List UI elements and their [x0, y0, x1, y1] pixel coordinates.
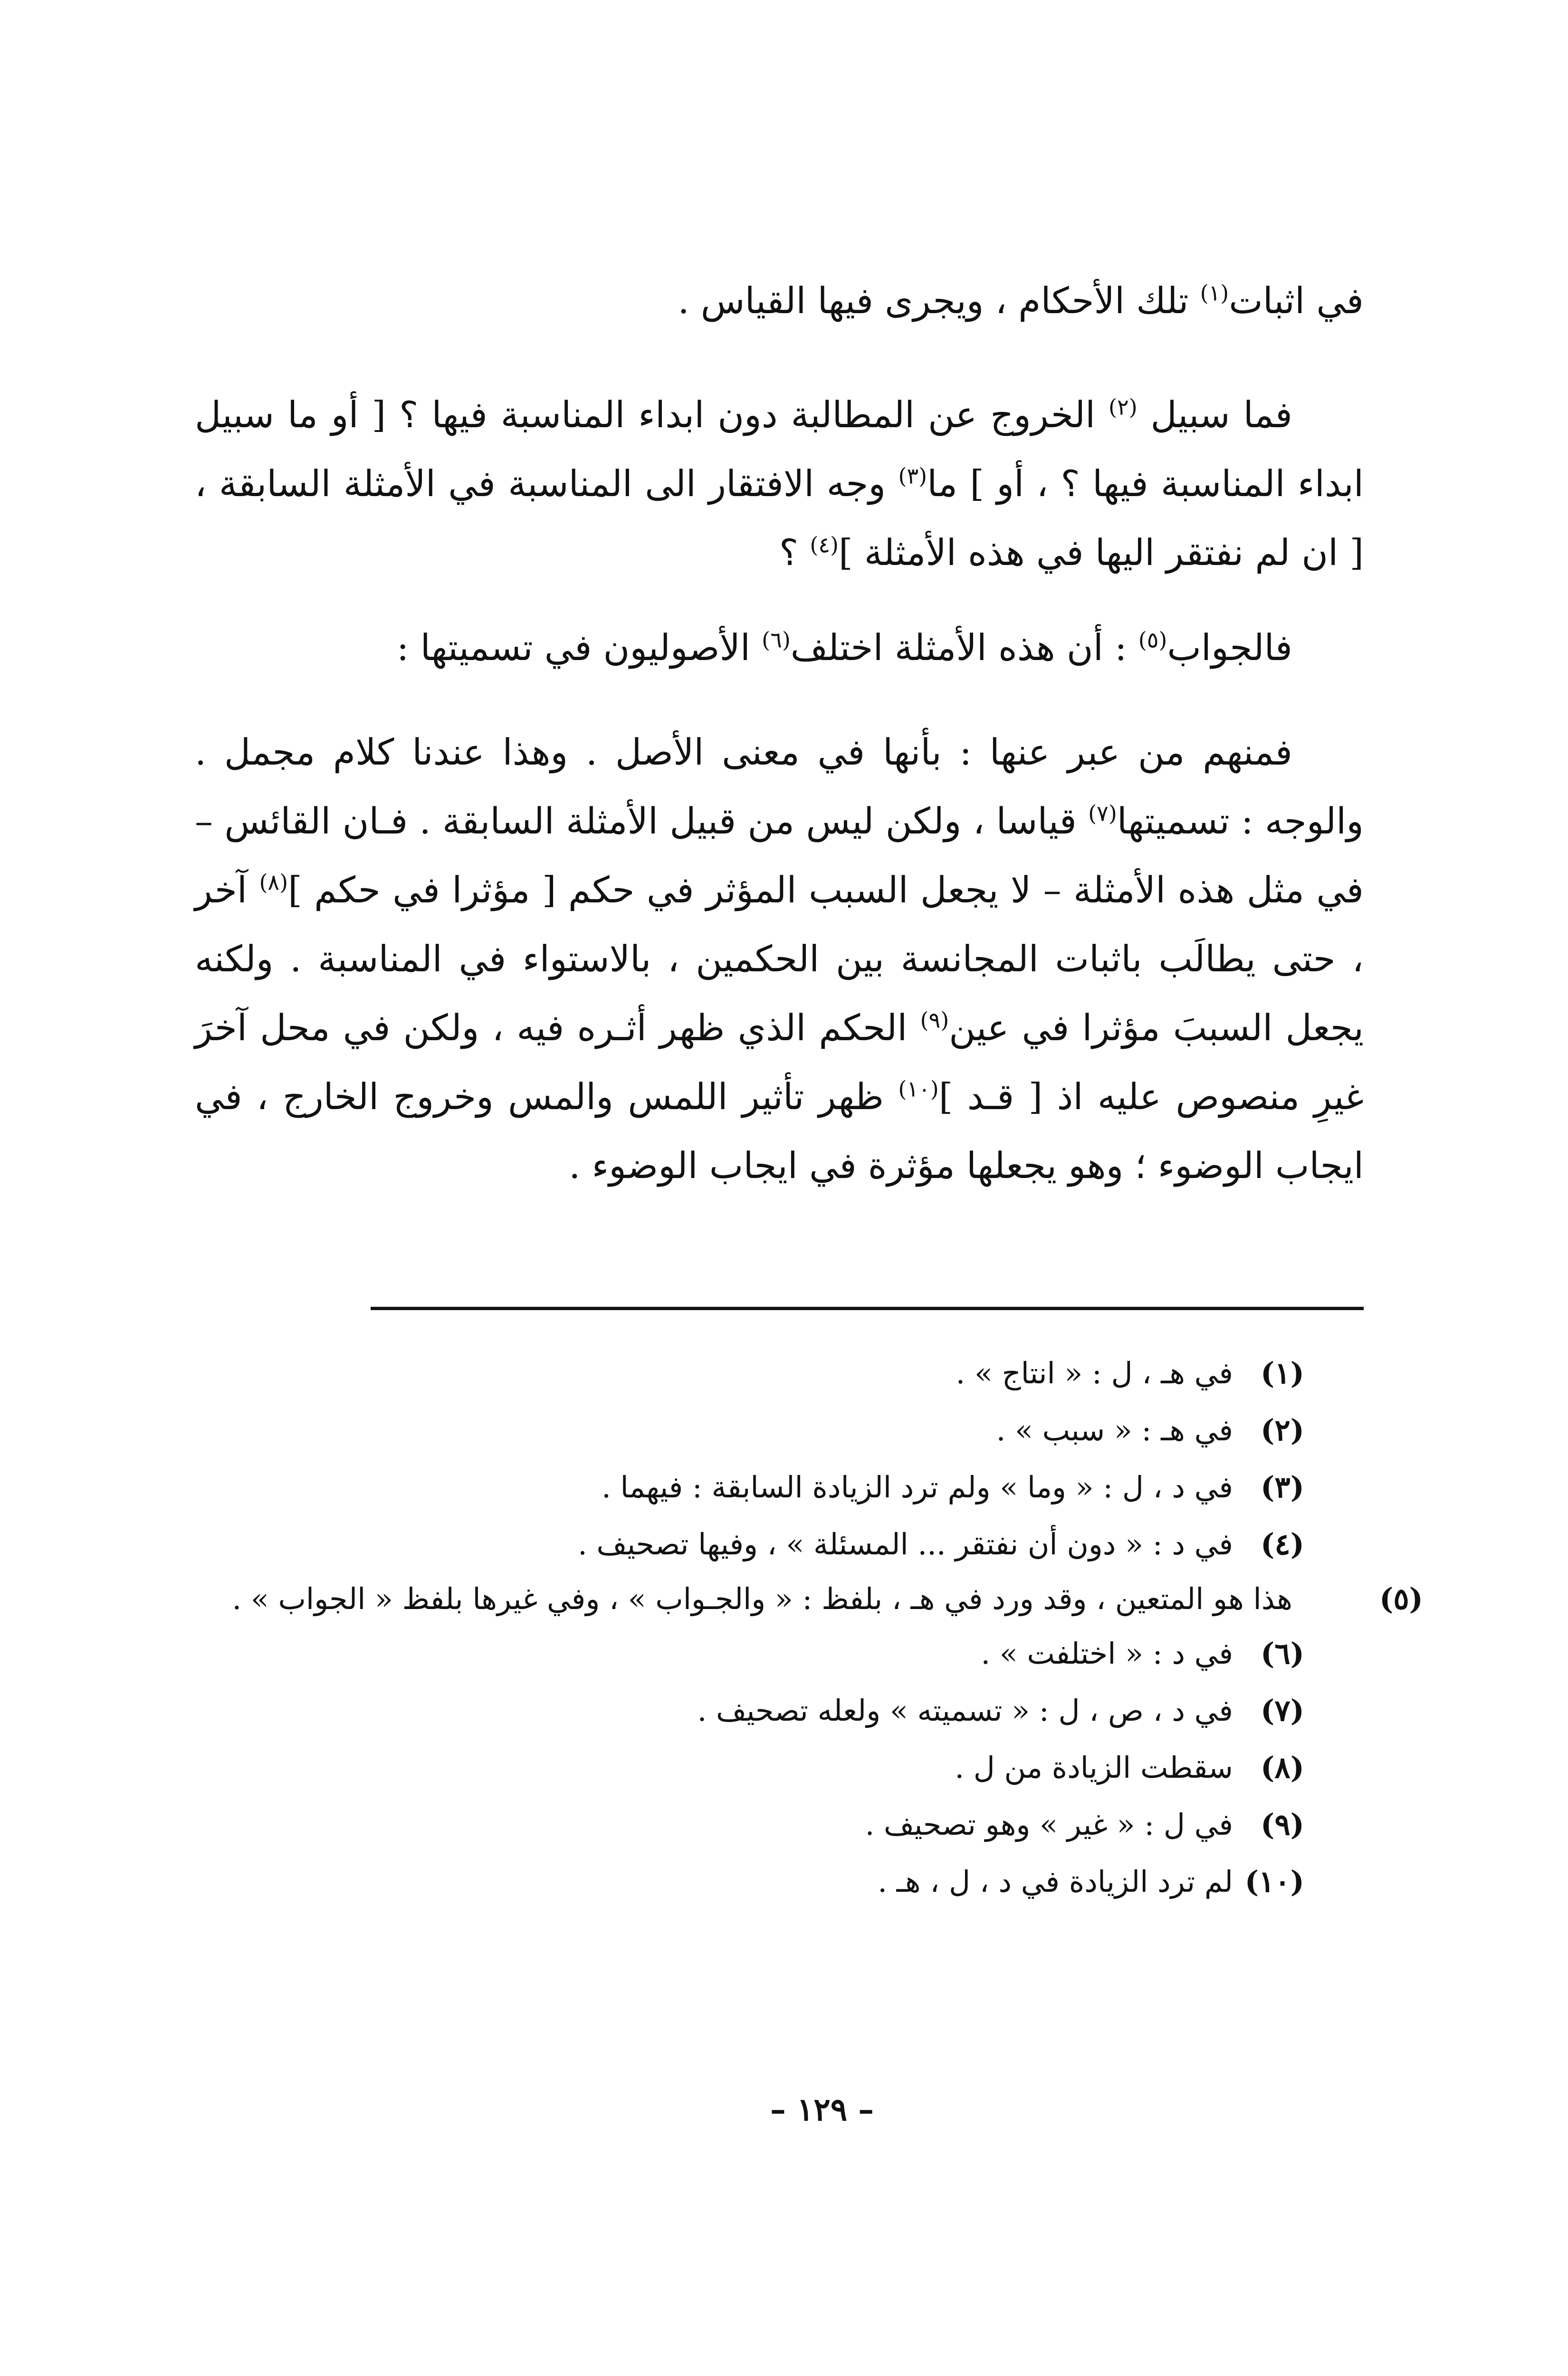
footnote-marker-10: (١٠) — [898, 1076, 939, 1102]
footnote-marker-2: (٢) — [1109, 394, 1138, 420]
footnote-marker-3: (٣) — [898, 463, 927, 489]
paragraph-4-part-b: قياسا ، ولكن ليس من قبيل الأمثلة السابقة . فـان القائس – في مثل هذه الأمثلة – لا يجعل السبب المؤثر في حكم [ مؤثرا في حكم ] — [195, 800, 1364, 911]
footnote-text: في هـ ، ل : « انتاج » . — [956, 1356, 1233, 1390]
main-text-2 — [195, 380, 1364, 587]
paragraph-4-part-c: آخر ، حتى يطالَب باثبات المجانسة بين الحكمين ، بالاستواء في المناسبة . ولكنه يجعل السببَ مؤثرا في عين — [195, 869, 1364, 1049]
footnote-text: لم ترد الزيادة في د ، ل ، هـ . — [878, 1864, 1233, 1899]
footnote-text: في ل : « غير » وهو تصحيف . — [865, 1807, 1233, 1842]
paragraph-4-part-a: فمنهم من عبر عنها : بأنها في معنى الأصل . وهذا عندنا كلام مجمل . والوجه : تسميتها — [195, 731, 1364, 842]
footnote-text: في د ، ص ، ل : « تسميته » ولعله تصحيف . — [697, 1693, 1233, 1728]
footnote-number: (٤) — [1261, 1527, 1304, 1562]
footnote-number: (١٠) — [1244, 1864, 1304, 1899]
footnote-number: (٥) — [1379, 1581, 1423, 1616]
footnote-marker-9: (٩) — [920, 1007, 949, 1033]
footnote-number: (٧) — [1261, 1693, 1304, 1728]
paragraph-2-part-b: الخروج عن المطالبة دون ابداء المناسبة فيها ؟ [ أو ما سبيل ابداء المناسبة فيها ؟ ، أو ] ما — [195, 393, 1364, 505]
footnote-number: (٦) — [1261, 1636, 1304, 1671]
footnote-divider — [371, 1307, 1364, 1310]
page-number: – ١٢٩ – — [770, 2091, 874, 2128]
footnote-marker-6: (٦) — [762, 627, 791, 653]
footnote-number: (٩) — [1261, 1807, 1304, 1842]
paragraph-3 — [195, 613, 1364, 682]
footnote-text: في د ، ل : « وما » ولم ترد الزيادة السابقة : فيهما . — [602, 1470, 1233, 1504]
paragraph-4-part-d: الحكم الذي ظهر أثـره فيه ، ولكن في محل آخرَ غيرِ منصوص عليه اذ [ قـد ] — [195, 1006, 1364, 1118]
paragraph-2-part-a: فما سبيل — [1137, 393, 1292, 436]
main-text-3 — [195, 613, 1364, 682]
paragraph-1-part-a: في اثبات — [1229, 279, 1364, 322]
paragraph-1-part-b: تلك الأحكام ، ويجرى فيها القياس . — [678, 279, 1200, 322]
footnote-text: سقطت الزيادة من ل . — [955, 1750, 1233, 1785]
paragraph-2 — [195, 380, 1364, 587]
footnote-marker-1: (١) — [1200, 280, 1229, 306]
paragraph-1 — [195, 266, 1364, 335]
main-text-4 — [195, 718, 1364, 1200]
main-text — [195, 266, 1364, 335]
footnote-number: (٢) — [1261, 1413, 1304, 1447]
footnote-number: (٣) — [1261, 1470, 1304, 1504]
paragraph-3-part-c: الأصوليون في تسميتها : — [396, 626, 762, 669]
paragraph-2-part-c: وجه الافتقار الى المناسبة في الأمثلة السابقة ، [ ان لم نفتقر اليها في هذه الأمثلة ] — [195, 462, 1364, 574]
footnotes-list — [192, 1345, 1423, 1910]
footnote-number: (٨) — [1261, 1750, 1304, 1785]
footnote-item — [192, 1345, 1304, 1402]
footnote-item — [192, 1625, 1304, 1682]
footnote-item — [192, 1402, 1304, 1459]
paragraph-3-part-a: فالجواب — [1167, 626, 1292, 669]
footnote-item — [192, 1739, 1304, 1796]
footnote-text: هذا هو المتعين ، وقد ورد في هـ ، بلفظ : « والجـواب » ، وفي غيرها بلفظ « الجواب » . — [232, 1581, 1292, 1616]
paragraph-3-part-b: : أن هذه الأمثلة اختلف — [790, 626, 1138, 669]
paragraph-4-part-e: ظهر تأثير اللمس والمس وخروج الخارج ، في ايجاب الوضوء ؛ وهو يجعلها مؤثرة في ايجاب الوضوء . — [195, 1075, 1364, 1187]
footnote-marker-7: (٧) — [1088, 800, 1117, 826]
footnote-marker-8: (٨) — [259, 869, 288, 895]
footnote-text: في هـ : « سبب » . — [996, 1413, 1233, 1447]
footnote-item — [192, 1459, 1304, 1516]
footnote-item — [192, 1853, 1304, 1910]
footnote-item — [192, 1796, 1304, 1853]
paragraph-2-part-d: ؟ — [779, 531, 810, 574]
footnote-text: في د : « اختلفت » . — [981, 1636, 1233, 1671]
footnote-number: (١) — [1261, 1356, 1304, 1390]
footnote-text: في د : « دون أن نفتقر ... المسئلة » ، وفيها تصحيف . — [578, 1527, 1233, 1562]
footnote-item — [192, 1516, 1304, 1573]
footnote-item — [192, 1573, 1423, 1625]
footnote-item — [192, 1682, 1304, 1739]
paragraph-4 — [195, 718, 1364, 1200]
footnote-marker-4: (٤) — [810, 532, 839, 558]
footnote-marker-5: (٥) — [1138, 627, 1167, 653]
